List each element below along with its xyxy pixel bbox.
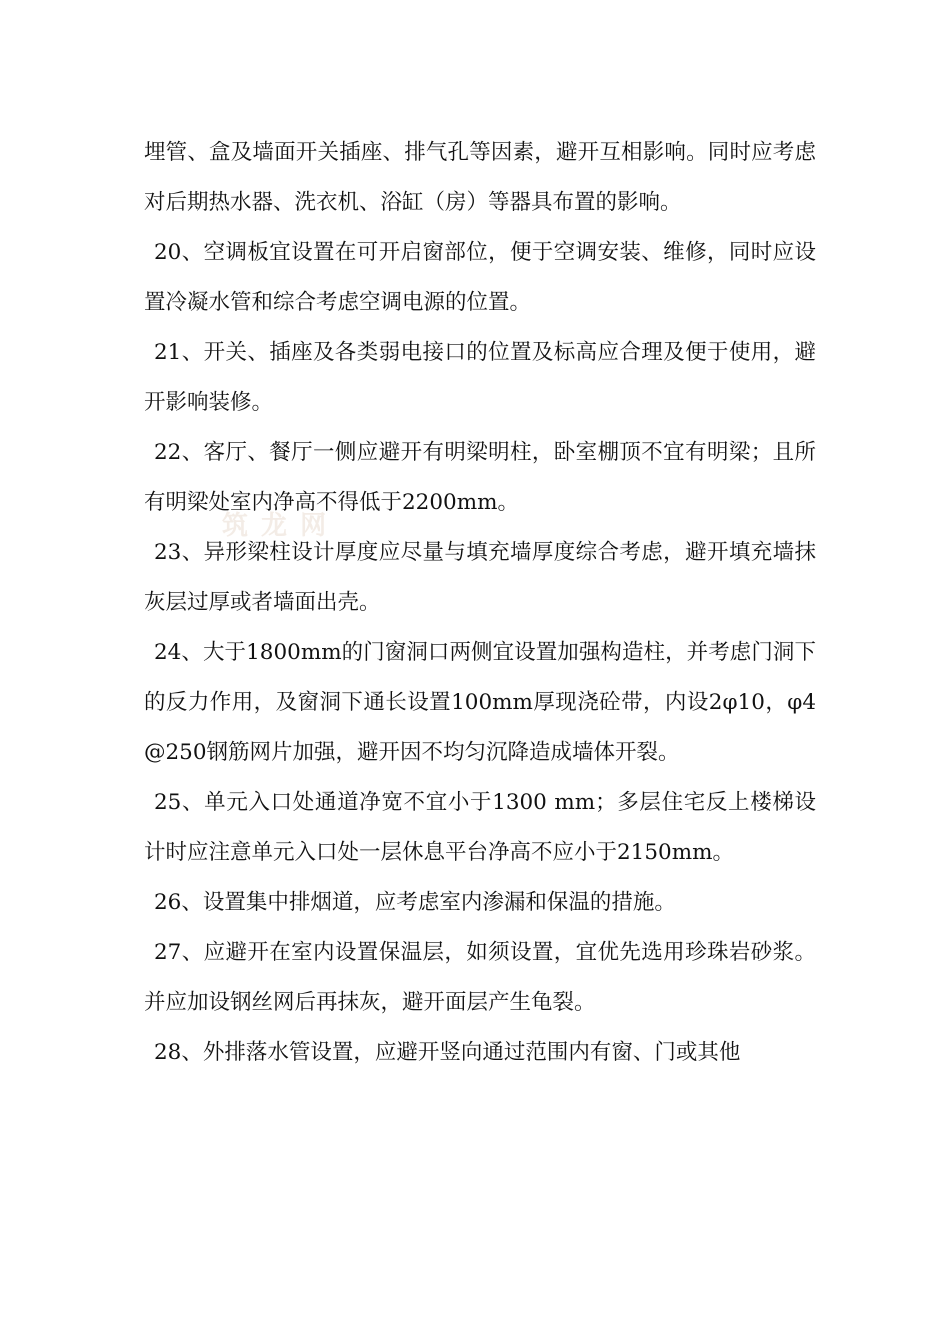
document-body (144, 128, 816, 1078)
paragraph-item-23: 23、异形梁柱设计厚度应尽量与填充墙厚度综合考虑，避开填充墙抹灰层过厚或者墙面出壳。 (144, 540, 816, 615)
paragraph-item-26: 26、设置集中排烟道，应考虑室内渗漏和保温的措施。 (154, 890, 676, 915)
paragraph-item-28: 28、外排落水管设置，应避开竖向通过范围内有窗、门或其他 (154, 1040, 741, 1065)
paragraph-item-21: 21、开关、插座及各类弱电接口的位置及标高应合理及便于使用，避开影响装修。 (144, 340, 816, 415)
paragraph-item-25: 25、单元入口处通道净宽不宜小于1300 mm；多层住宅反上楼梯设计时应注意单元入口处一层休息平台净高不应小于2150mm。 (144, 790, 816, 865)
paragraph-item-20: 20、空调板宜设置在可开启窗部位，便于空调安装、维修，同时应设置冷凝水管和综合考虑空调电源的位置。 (144, 240, 816, 315)
paragraph-continuation: 埋管、盒及墙面开关插座、排气孔等因素，避开互相影响。同时应考虑对后期热水器、洗衣机、浴缸（房）等器具布置的影响。 (144, 140, 816, 215)
watermark: 筑 龙 网 (222, 511, 329, 541)
paragraph-item-22: 22、客厅、餐厅一侧应避开有明梁明柱，卧室棚顶不宜有明梁；且所有明梁处室内净高不得低于2200mm。 (144, 440, 816, 515)
paragraph-item-27: 27、应避开在室内设置保温层，如须设置，宜优先选用珍珠岩砂浆。并应加设钢丝网后再抹灰，避开面层产生龟裂。 (144, 940, 816, 1015)
paragraph-item-24: 24、大于1800mm的门窗洞口两侧宜设置加强构造柱，并考虑门洞下的反力作用，及窗洞下通长设置100mm厚现浇砼带，内设2φ10，φ4@250钢筋网片加强，避开因不均匀沉降造成墙体开裂。 (144, 640, 816, 765)
